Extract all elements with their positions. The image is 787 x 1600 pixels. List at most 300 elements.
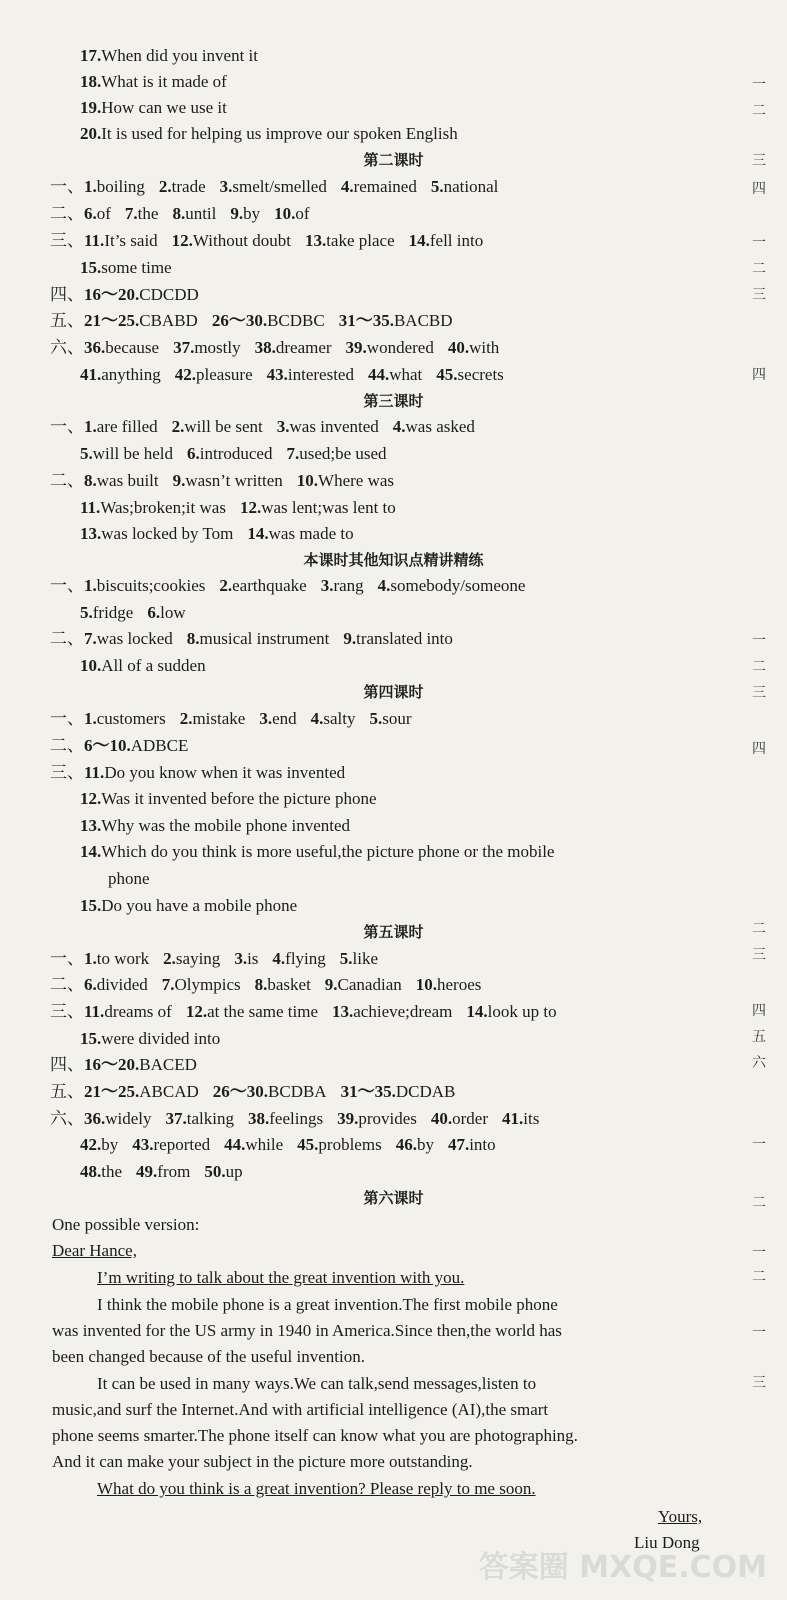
answer-item xyxy=(466,1001,556,1023)
item-number: 43. xyxy=(266,365,288,384)
answer-item xyxy=(50,974,148,996)
item-number: 6. xyxy=(147,603,161,622)
answer-text: Was it invented before the picture phone xyxy=(101,789,377,808)
answer-item xyxy=(431,1108,488,1130)
section-prefix: 五、 xyxy=(50,311,84,330)
answer-item xyxy=(173,337,241,359)
item-number: 7. xyxy=(286,444,300,463)
answer-text: is xyxy=(247,949,259,968)
item-number: 14. xyxy=(80,842,102,861)
item-number: 18. xyxy=(80,72,102,91)
answer-item xyxy=(80,364,161,386)
item-number: 1. xyxy=(84,709,97,728)
item-number: 12. xyxy=(80,789,102,808)
letter-opening xyxy=(97,1267,464,1289)
item-number: 8. xyxy=(254,975,268,994)
answer-line xyxy=(80,443,387,465)
answer-text: the xyxy=(137,204,159,223)
answer-item xyxy=(212,310,325,332)
item-number: 36. xyxy=(84,1109,106,1128)
answer-item xyxy=(339,310,453,332)
answer-item xyxy=(255,337,332,359)
answer-text: remained xyxy=(353,177,417,196)
answer-item xyxy=(240,497,396,519)
section-prefix: 六、 xyxy=(50,338,84,357)
answer-item xyxy=(50,575,205,597)
item-number: 45. xyxy=(436,365,458,384)
answer-text: national xyxy=(443,177,499,196)
section-prefix: 二、 xyxy=(50,629,84,648)
answer-text: into xyxy=(469,1135,496,1154)
item-number: 38. xyxy=(248,1109,270,1128)
answer-text: reported xyxy=(153,1135,211,1154)
edge-mark: 三 xyxy=(752,1375,766,1391)
answer-text: ABCAD xyxy=(139,1082,199,1101)
item-number: 16～20. xyxy=(84,1055,140,1074)
section-prefix: 四、 xyxy=(50,285,84,304)
item-number: 3. xyxy=(320,576,334,595)
answer-item xyxy=(346,337,434,359)
edge-mark: 二 xyxy=(752,659,766,675)
answer-text: When did you invent it xyxy=(101,46,259,65)
item-number: 48. xyxy=(80,1162,102,1181)
item-number: 46. xyxy=(395,1135,417,1154)
answer-line xyxy=(50,337,499,359)
answer-text: while xyxy=(245,1135,284,1154)
item-number: 7. xyxy=(124,204,138,223)
answer-item xyxy=(172,416,263,438)
item-number: 10. xyxy=(80,656,102,675)
answer-item xyxy=(50,948,149,970)
answer-line xyxy=(80,364,504,386)
item-number: 15. xyxy=(80,258,102,277)
item-number: 2. xyxy=(171,417,185,436)
item-number: 41. xyxy=(502,1109,524,1128)
answer-text: It’s said xyxy=(104,231,158,250)
section-prefix: 一、 xyxy=(50,709,84,728)
item-number: 38. xyxy=(254,338,276,357)
letter-p1-line: I think the mobile phone is a great invention.The first mobile phone xyxy=(97,1295,558,1314)
answer-line xyxy=(80,71,227,93)
lesson-heading: 第四课时 xyxy=(363,683,424,701)
answer-item xyxy=(272,948,325,970)
closing-text: What do you think is a great invention? Please reply to me soon. xyxy=(97,1479,536,1498)
answer-text: heroes xyxy=(437,975,482,994)
item-number: 2. xyxy=(163,949,176,968)
answer-text: trade xyxy=(171,177,206,196)
answer-text: musical instrument xyxy=(199,629,330,648)
answer-text: the xyxy=(101,1162,123,1181)
answer-text: feelings xyxy=(269,1109,324,1128)
answer-item xyxy=(259,708,296,730)
item-number: 13. xyxy=(304,231,327,250)
answer-item xyxy=(219,575,306,597)
answer-text: Which do you think is more useful,the picture phone or the mobile xyxy=(101,842,555,861)
answer-item xyxy=(234,948,258,970)
item-number: 31～35. xyxy=(338,311,394,330)
answer-item xyxy=(50,1054,197,1076)
item-number: 8. xyxy=(84,471,97,490)
answer-text: low xyxy=(160,603,186,622)
answer-text: How can we use it xyxy=(101,98,227,117)
answer-item xyxy=(50,337,159,359)
answer-text: by xyxy=(243,204,261,223)
answer-line xyxy=(50,762,345,784)
answer-item xyxy=(436,364,504,386)
edge-mark: 四 xyxy=(752,741,766,757)
answer-item xyxy=(147,602,185,624)
answer-text: It is used for helping us improve our spoken English xyxy=(101,124,458,143)
item-number: 11. xyxy=(84,763,105,782)
answer-line xyxy=(80,602,186,624)
item-number: 8. xyxy=(172,204,186,223)
answer-item xyxy=(50,628,173,650)
edge-mark: 一 xyxy=(752,1325,766,1341)
answer-item xyxy=(80,45,258,67)
section-prefix: 五、 xyxy=(50,1082,84,1101)
answer-item xyxy=(321,575,364,597)
item-number: 7. xyxy=(161,975,175,994)
answer-text: were divided into xyxy=(101,1029,221,1048)
answer-item xyxy=(337,1108,417,1130)
edge-mark: 一 xyxy=(752,235,766,251)
answer-item xyxy=(80,841,554,863)
item-number: 47. xyxy=(447,1135,470,1154)
answer-item xyxy=(80,71,227,93)
answer-item xyxy=(80,1161,122,1183)
answer-item xyxy=(224,1134,283,1156)
answer-item xyxy=(50,1081,199,1103)
answer-text: BACED xyxy=(139,1055,197,1074)
edge-mark: 二 xyxy=(752,1195,766,1211)
answer-text: sour xyxy=(382,709,412,728)
answer-item xyxy=(448,337,499,359)
answer-text: wasn’t written xyxy=(185,471,283,490)
answer-item xyxy=(50,310,198,332)
answer-item xyxy=(431,176,499,198)
answer-line xyxy=(80,97,227,119)
answer-line xyxy=(50,1054,197,1076)
answer-text: was locked by Tom xyxy=(101,524,234,543)
answer-item xyxy=(286,443,386,465)
edge-mark: 五 xyxy=(752,1029,766,1045)
item-number: 7. xyxy=(84,629,97,648)
answer-line xyxy=(80,815,350,837)
section-prefix: 一、 xyxy=(50,417,84,436)
answer-item xyxy=(80,123,458,145)
answer-item xyxy=(173,470,283,492)
section-prefix: 一、 xyxy=(50,177,84,196)
opening-text: I’m writing to talk about the great invention with you. xyxy=(97,1268,465,1287)
item-number: 43. xyxy=(132,1135,154,1154)
answer-text: are filled xyxy=(96,417,158,436)
answer-line xyxy=(80,1028,220,1050)
answer-line xyxy=(80,123,458,145)
lesson-heading: 第三课时 xyxy=(363,392,424,410)
item-number: 42. xyxy=(174,365,196,384)
answer-text: biscuits;cookies xyxy=(96,576,206,595)
item-number: 13. xyxy=(80,816,102,835)
answer-item xyxy=(80,815,350,837)
edge-mark: 一 xyxy=(752,633,766,649)
section-prefix: 四、 xyxy=(50,1055,84,1074)
signoff-text: Yours, xyxy=(658,1507,703,1526)
answer-item xyxy=(50,762,345,784)
answer-item xyxy=(80,523,233,545)
edge-mark: 二 xyxy=(752,261,766,277)
item-number: 14. xyxy=(466,1002,488,1021)
item-number: 17. xyxy=(80,46,102,65)
answer-item xyxy=(325,974,402,996)
item-number: 4. xyxy=(310,709,324,728)
answer-text: smelt/smelled xyxy=(232,177,327,196)
answer-item xyxy=(332,1001,452,1023)
item-number: 4. xyxy=(340,177,354,196)
item-number: 14. xyxy=(408,231,430,250)
item-number: 44. xyxy=(367,365,390,384)
lesson-heading: 第五课时 xyxy=(363,923,424,941)
answer-text: Olympics xyxy=(174,975,241,994)
answer-text: because xyxy=(105,338,160,357)
answer-item xyxy=(341,1081,456,1103)
answer-item xyxy=(132,1134,210,1156)
answer-text: What is it made of xyxy=(101,72,227,91)
answer-text: was locked xyxy=(96,629,173,648)
edge-mark: 二 xyxy=(752,103,766,119)
answer-item xyxy=(50,1108,152,1130)
watermark-logo: 答案圈 MXQE.COM xyxy=(478,1550,767,1585)
answer-text: boiling xyxy=(96,177,145,196)
letter-signoff xyxy=(658,1506,702,1528)
item-number: 4. xyxy=(377,576,391,595)
answer-text: phone xyxy=(108,869,150,888)
item-number: 15. xyxy=(80,1029,102,1048)
answer-text: of xyxy=(295,204,310,223)
section-prefix: 三、 xyxy=(50,1002,84,1021)
answer-line xyxy=(50,470,394,492)
item-number: 11. xyxy=(80,498,101,517)
answer-item xyxy=(136,1161,190,1183)
letter-p1-line: was invented for the US army in 1940 in America.Since then,the world has xyxy=(52,1321,562,1340)
item-number: 3. xyxy=(234,949,248,968)
section-prefix: 二、 xyxy=(50,471,84,490)
item-number: 5. xyxy=(369,709,383,728)
answer-item xyxy=(125,203,159,225)
edge-mark: 四 xyxy=(752,181,766,197)
item-number: 9. xyxy=(172,471,186,490)
letter-intro: One possible version: xyxy=(52,1215,200,1234)
answer-text: by xyxy=(416,1135,434,1154)
answer-text: Where was xyxy=(318,471,395,490)
answer-text: was built xyxy=(96,471,159,490)
answer-text: mistake xyxy=(192,709,246,728)
answer-line xyxy=(80,1134,496,1156)
item-number: 4. xyxy=(392,417,406,436)
letter-p2-line: music,and surf the Internet.And with artificial intelligence (AI),the smart xyxy=(52,1400,549,1419)
item-number: 10. xyxy=(274,204,296,223)
answer-item xyxy=(80,257,172,279)
answer-item xyxy=(50,284,199,306)
answer-text: at the same time xyxy=(207,1002,319,1021)
item-number: 4. xyxy=(272,949,286,968)
item-number: 15. xyxy=(80,896,102,915)
answer-text: was invented xyxy=(289,417,379,436)
answer-item xyxy=(50,708,166,730)
edge-mark: 一 xyxy=(752,1245,766,1261)
answer-item xyxy=(175,364,253,386)
answer-line xyxy=(50,230,483,252)
answer-text: Was;broken;it was xyxy=(100,498,226,517)
item-number: 2. xyxy=(158,177,172,196)
answer-item xyxy=(220,176,327,198)
answer-text: Without doubt xyxy=(192,231,291,250)
answer-item xyxy=(172,230,291,252)
answer-item xyxy=(80,655,206,677)
item-number: 36. xyxy=(84,338,106,357)
item-number: 6. xyxy=(84,975,97,994)
answer-item xyxy=(80,497,226,519)
lesson-heading: 本课时其他知识点精讲精练 xyxy=(303,551,484,569)
answer-text: Why was the mobile phone invented xyxy=(101,816,351,835)
item-number: 11. xyxy=(84,231,105,250)
answer-item xyxy=(311,708,356,730)
section-prefix: 三、 xyxy=(50,231,84,250)
answer-text: used;be used xyxy=(299,444,387,463)
answer-line xyxy=(80,1161,243,1183)
answer-text: of xyxy=(96,204,111,223)
answer-text: was asked xyxy=(405,417,475,436)
item-number: 39. xyxy=(345,338,367,357)
item-number: 19. xyxy=(80,98,102,117)
answer-text: what xyxy=(389,365,423,384)
answer-item xyxy=(297,470,394,492)
answer-line xyxy=(50,1081,455,1103)
section-prefix: 一、 xyxy=(50,576,84,595)
answer-line xyxy=(50,708,412,730)
answer-text: order xyxy=(452,1109,488,1128)
answer-text: flying xyxy=(285,949,326,968)
answer-text: with xyxy=(469,338,500,357)
answer-text: Canadian xyxy=(337,975,402,994)
item-number: 13. xyxy=(80,524,102,543)
item-number: 3. xyxy=(276,417,290,436)
answer-text: its xyxy=(523,1109,540,1128)
answer-line xyxy=(50,416,475,438)
answer-text: translated into xyxy=(356,629,453,648)
edge-mark: 三 xyxy=(752,287,766,303)
item-number: 10. xyxy=(415,975,437,994)
item-number: 5. xyxy=(80,444,93,463)
item-number: 12. xyxy=(185,1002,208,1021)
answer-item xyxy=(187,628,330,650)
answer-item xyxy=(340,948,378,970)
item-number: 9. xyxy=(230,204,244,223)
item-number: 26～30. xyxy=(212,1082,269,1101)
item-number: 1. xyxy=(84,949,97,968)
answer-text: some time xyxy=(101,258,172,277)
answer-text: talking xyxy=(186,1109,234,1128)
answer-line xyxy=(80,257,172,279)
answer-item xyxy=(180,708,246,730)
item-number: 40. xyxy=(447,338,470,357)
answer-line xyxy=(50,284,199,306)
edge-mark: 四 xyxy=(752,1003,766,1019)
edge-mark: 六 xyxy=(752,1055,766,1071)
item-number: 6. xyxy=(187,444,200,463)
item-number: 31～35. xyxy=(340,1082,396,1101)
answer-text: up xyxy=(225,1162,243,1181)
item-number: 50. xyxy=(204,1162,226,1181)
answer-text: mostly xyxy=(194,338,241,357)
item-number: 5. xyxy=(430,177,444,196)
answer-item xyxy=(50,470,159,492)
answer-item xyxy=(502,1108,539,1130)
item-number: 3. xyxy=(259,709,273,728)
letter-signature: Liu Dong xyxy=(634,1533,700,1552)
item-number: 37. xyxy=(165,1109,187,1128)
answer-item xyxy=(50,735,188,757)
answer-text: wondered xyxy=(366,338,434,357)
answer-text: CDCDD xyxy=(139,285,199,304)
letter-p2-line: phone seems smarter.The phone itself can know what you are photographing. xyxy=(52,1426,578,1445)
letter-closing xyxy=(97,1478,536,1500)
answer-item xyxy=(409,230,484,252)
answer-item xyxy=(50,416,158,438)
answer-item xyxy=(274,203,309,225)
answer-text: will be sent xyxy=(184,417,263,436)
answer-item xyxy=(248,1108,323,1130)
answer-item xyxy=(80,788,377,810)
edge-mark: 四 xyxy=(752,367,766,383)
edge-mark: 二 xyxy=(752,921,766,937)
answer-text: customers xyxy=(96,709,166,728)
answer-item xyxy=(369,708,411,730)
answer-line xyxy=(50,974,481,996)
answer-item xyxy=(163,948,220,970)
answer-text: earthquake xyxy=(232,576,307,595)
answer-item xyxy=(166,1108,234,1130)
item-number: 1. xyxy=(84,417,97,436)
item-number: 9. xyxy=(324,975,338,994)
answer-item xyxy=(230,203,260,225)
item-number: 44. xyxy=(224,1135,246,1154)
answer-line xyxy=(50,203,310,225)
item-number: 13. xyxy=(332,1002,354,1021)
answer-text: dreams of xyxy=(104,1002,172,1021)
answer-text: achieve;dream xyxy=(353,1002,453,1021)
item-number: 41. xyxy=(80,365,102,384)
answer-text: divided xyxy=(96,975,148,994)
answer-line xyxy=(80,497,396,519)
answer-text: salty xyxy=(323,709,356,728)
answer-item xyxy=(378,575,526,597)
answer-item xyxy=(80,895,297,917)
answer-item xyxy=(396,1134,434,1156)
answer-text: BCDBC xyxy=(267,311,325,330)
answer-item xyxy=(108,868,150,890)
answer-item xyxy=(80,602,133,624)
answer-item xyxy=(186,1001,318,1023)
item-number: 21～25. xyxy=(84,311,140,330)
answer-item xyxy=(172,203,216,225)
answer-line xyxy=(50,176,498,198)
item-number: 6. xyxy=(84,204,97,223)
answer-text: fell into xyxy=(429,231,484,250)
answer-text: BACBD xyxy=(393,311,453,330)
edge-mark: 三 xyxy=(752,153,766,169)
answer-text: look up to xyxy=(487,1002,557,1021)
answer-text: like xyxy=(352,949,379,968)
